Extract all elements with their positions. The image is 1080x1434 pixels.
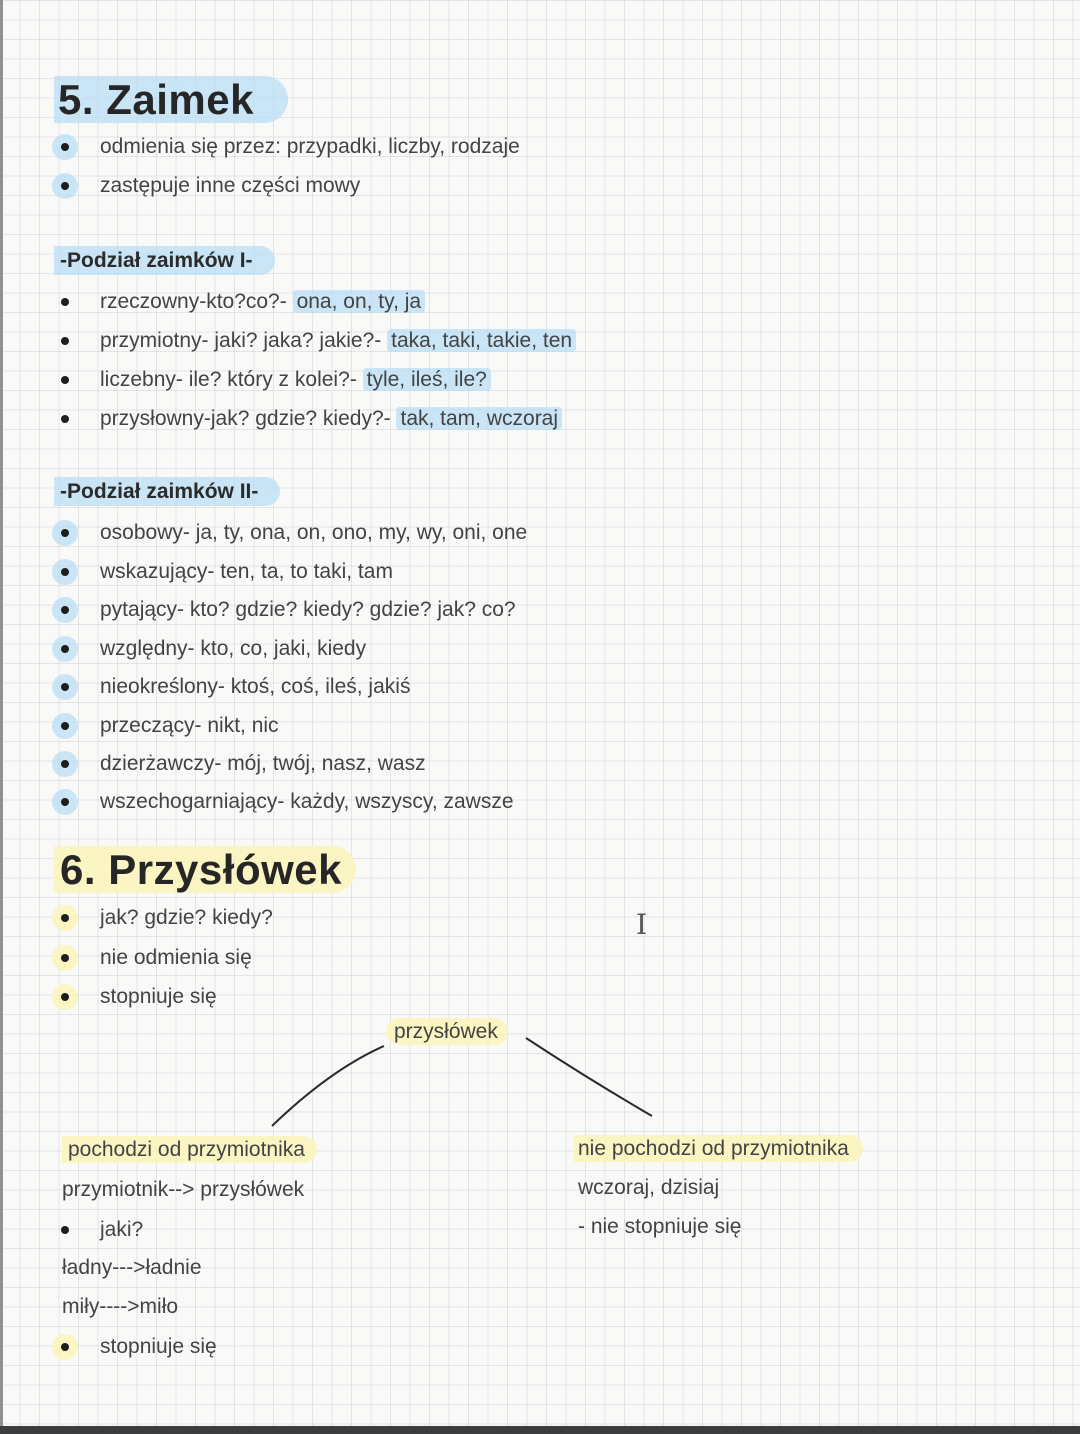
right-line2: - nie stopniuje się	[578, 1215, 742, 1238]
left-heading: pochodzi od przymiotnika	[62, 1136, 317, 1163]
examples-highlight: ona, on, ty, ja	[293, 290, 426, 313]
bullet-icon	[52, 1334, 78, 1360]
section6-title: 6. Przysłówek	[54, 846, 356, 893]
text-cursor-icon: I	[636, 908, 648, 941]
bullet-icon	[52, 1217, 78, 1243]
examples-highlight: taka, taki, takie, ten	[387, 329, 576, 352]
branch-right-line	[526, 1038, 652, 1116]
left-heading-wrap	[62, 1138, 317, 1162]
left-line1: przymiotnik--> przysłówek	[62, 1178, 305, 1201]
examples-highlight: tak, tam, wczoraj	[396, 407, 562, 430]
branch-left-line	[272, 1046, 384, 1126]
right-heading-wrap	[574, 1137, 863, 1161]
podzial1-heading: -Podział zaimków I-	[54, 246, 275, 275]
podzial2-heading: -Podział zaimków II-	[54, 477, 280, 506]
section5-title: 5. Zaimek	[54, 76, 288, 123]
diagram-root: przysłówek	[386, 1018, 508, 1045]
examples-highlight: tyle, ileś, ile?	[363, 368, 491, 391]
page-bottom-edge	[0, 1426, 1080, 1434]
right-line1: wczoraj, dzisiaj	[578, 1176, 720, 1199]
right-heading: nie pochodzi od przymiotnika	[574, 1135, 863, 1162]
diagram-root-wrap	[386, 1020, 508, 1044]
left-example-2: miły---->miło	[62, 1295, 179, 1318]
left-example-1: ładny--->ładnie	[62, 1256, 202, 1279]
